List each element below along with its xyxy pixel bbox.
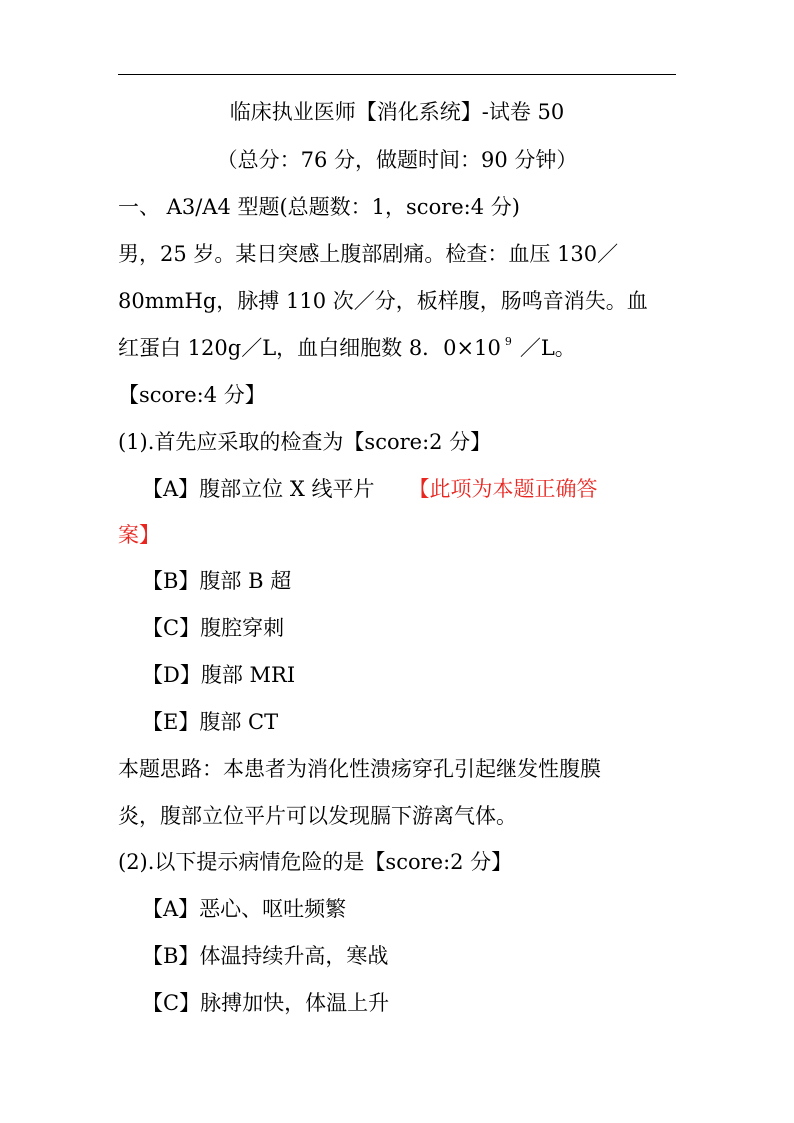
question-2-stem: (2).以下提示病情危险的是【score:2 分】	[118, 850, 513, 874]
case-text-line-1: 男，25 岁。某日突感上腹部剧痛。检查：血压 130／	[118, 242, 619, 266]
question-1-option-a	[142, 474, 597, 504]
case-score: 【score:4 分】	[118, 383, 266, 407]
question-1-option-e: 【E】腹部 CT	[142, 710, 279, 734]
explanation-line-2: 炎，腹部立位平片可以发现膈下游离气体。	[118, 804, 517, 828]
page-title: 临床执业医师【消化系统】-试卷 50	[229, 100, 565, 124]
case-text-line-3	[118, 333, 576, 367]
correct-answer-note-continued: 案】	[118, 523, 160, 547]
exponent: 9	[504, 335, 512, 348]
question-2-option-b: 【B】体温持续升高，寒战	[142, 944, 389, 968]
question-1-option-b: 【B】腹部 B 超	[142, 569, 292, 593]
question-1-option-c: 【C】腹腔穿刺	[142, 616, 285, 640]
question-2-option-a: 【A】恶心、呕吐频繁	[142, 897, 347, 921]
case-text-line-3-suffix: ／L。	[519, 336, 576, 360]
header-divider	[118, 74, 676, 75]
section-heading: 一、 A3/A4 型题(总题数：1，score:4 分)	[118, 195, 520, 219]
exam-info: （总分：76 分，做题时间：90 分钟）	[216, 148, 578, 172]
case-text-line-2: 80mmHg，脉搏 110 次／分，板样腹，肠鸣音消失。血	[118, 289, 648, 313]
question-1-stem: (1).首先应采取的检查为【score:2 分】	[118, 430, 492, 454]
explanation-line-1: 本题思路：本患者为消化性溃疡穿孔引起继发性腹膜	[118, 757, 601, 781]
case-text-line-3-prefix: 红蛋白 120g／L，血白细胞数 8．0×10	[118, 336, 501, 360]
question-1-option-d: 【D】腹部 MRI	[142, 663, 296, 687]
question-2-option-c: 【C】脉搏加快，体温上升	[142, 991, 390, 1015]
correct-answer-note: 【此项为本题正确答	[408, 477, 598, 501]
option-label: 【A】腹部立位 X 线平片	[142, 477, 375, 501]
